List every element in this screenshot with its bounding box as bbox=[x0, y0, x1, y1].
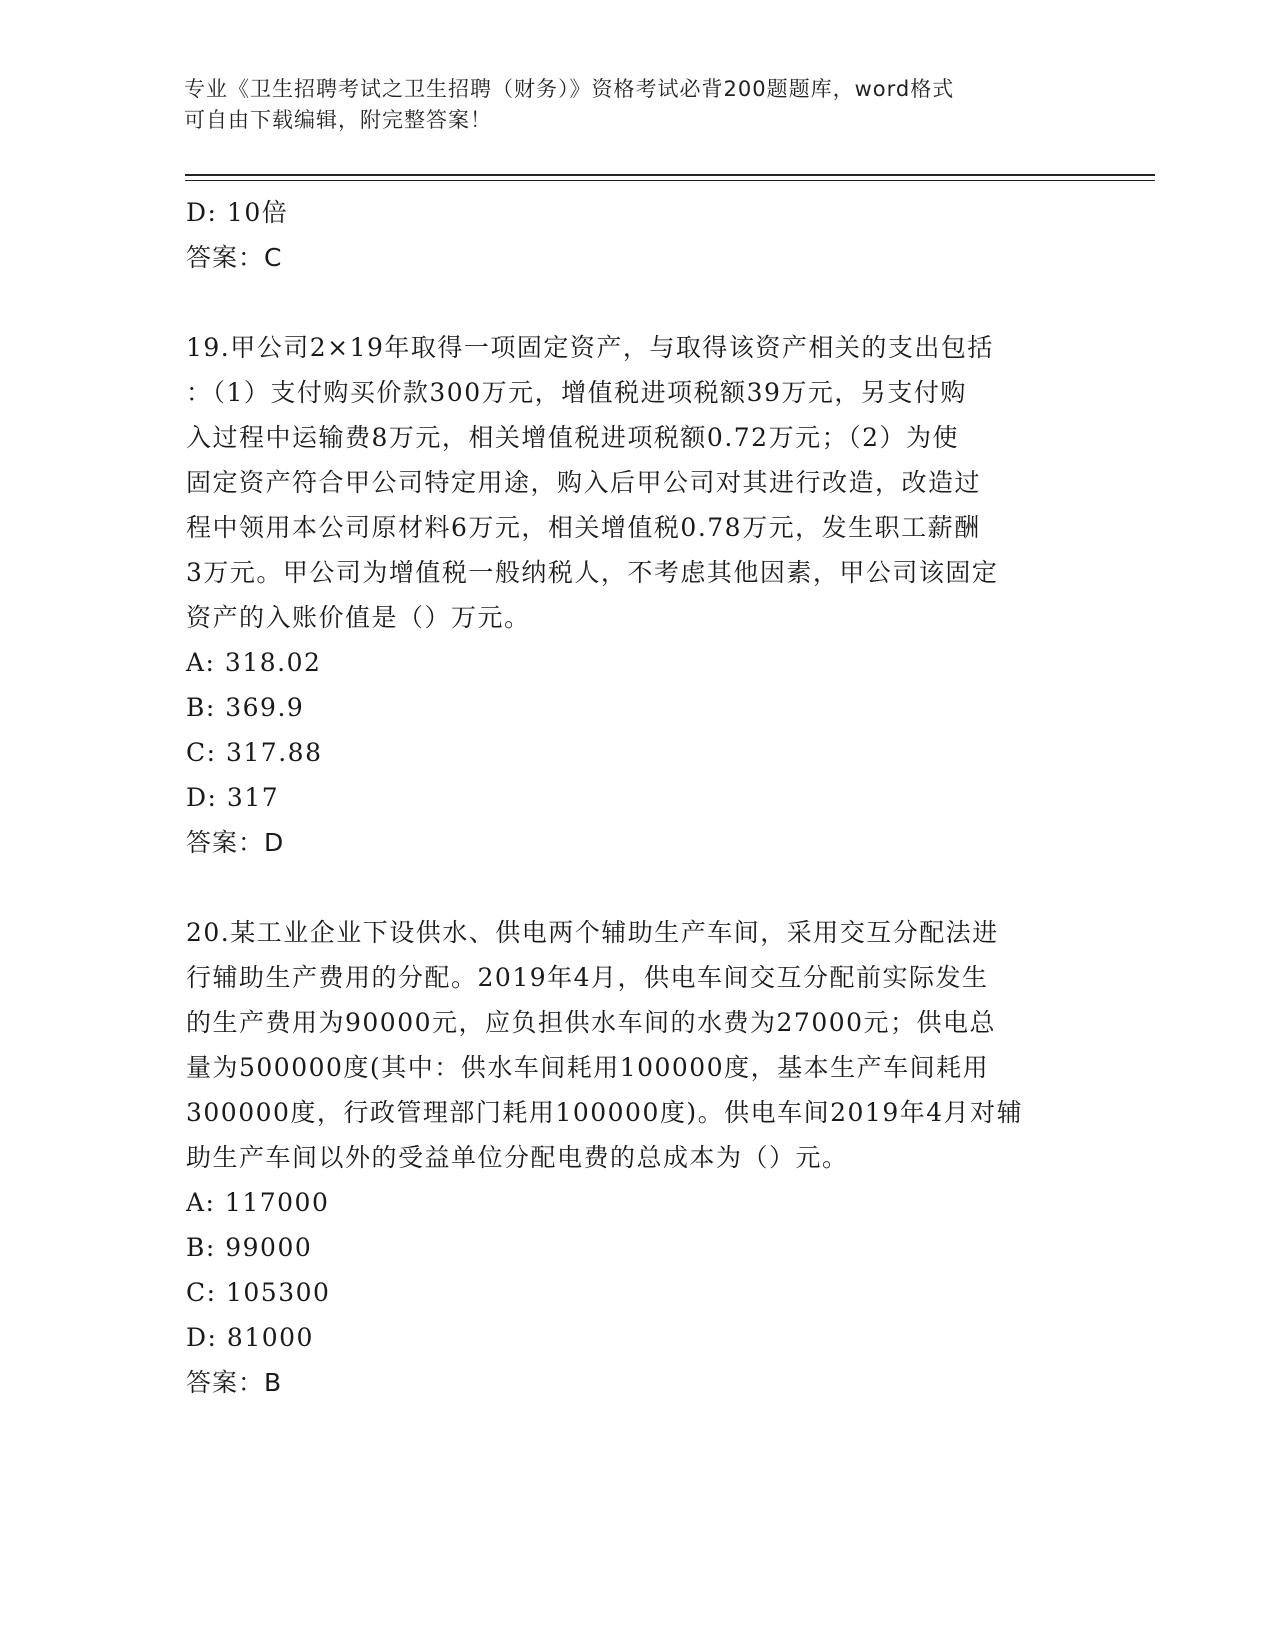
question-text-line: 程中领用本公司原材料6万元，相关增值税0.78万元，发生职工薪酬 bbox=[186, 513, 981, 542]
question-text-line: 3万元。甲公司为增值税一般纳税人，不考虑其他因素，甲公司该固定 bbox=[186, 558, 999, 587]
header-title-line-1: 专业《卫生招聘考试之卫生招聘（财务）》资格考试必背200题题库，word格式 bbox=[184, 77, 955, 101]
option-c: C: 317.88 bbox=[186, 738, 323, 767]
option-b: B: 369.9 bbox=[186, 693, 305, 722]
option-d: D: 81000 bbox=[186, 1323, 314, 1352]
header-title-line-2: 可自由下载编辑，附完整答案！ bbox=[184, 108, 492, 132]
previous-question-tail bbox=[186, 190, 1086, 280]
question-text-line: 资产的入账价值是（）万元。 bbox=[186, 603, 531, 632]
page-header bbox=[184, 74, 1074, 136]
option-a: A: 318.02 bbox=[186, 648, 322, 677]
question-text-line: 行辅助生产费用的分配。2019年4月，供电车间交互分配前实际发生 bbox=[186, 963, 989, 992]
spacer bbox=[186, 280, 1086, 325]
option-c: C: 105300 bbox=[186, 1278, 331, 1307]
question-text-line: 入过程中运输费8万元，相关增值税进项税额0.72万元；（2）为使 bbox=[186, 423, 959, 452]
question-20 bbox=[186, 910, 1086, 1405]
question-text-line: 的生产费用为90000元，应负担供水车间的水费为27000元；供电总 bbox=[186, 1008, 997, 1037]
document-body bbox=[186, 190, 1086, 1405]
question-text-line: 固定资产符合甲公司特定用途，购入后甲公司对其进行改造，改造过 bbox=[186, 468, 982, 497]
question-text-line: 19.甲公司2×19年取得一项固定资产，与取得该资产相关的支出包括 bbox=[186, 333, 994, 362]
question-text-line: 助生产车间以外的受益单位分配电费的总成本为（）元。 bbox=[186, 1143, 849, 1172]
question-text-line: ：（1）支付购买价款300万元，增值税进项税额39万元，另支付购 bbox=[186, 378, 967, 407]
header-rule-thick bbox=[185, 174, 1155, 176]
question-text-line: 300000度，行政管理部门耗用100000度)。供电车间2019年4月对辅 bbox=[186, 1098, 1024, 1127]
spacer bbox=[186, 865, 1086, 910]
option-b: B: 99000 bbox=[186, 1233, 313, 1262]
question-text-line: 量为500000度(其中：供水车间耗用100000度，基本生产车间耗用 bbox=[186, 1053, 990, 1082]
header-rule-thin bbox=[185, 180, 1155, 181]
option-a: A: 117000 bbox=[186, 1188, 330, 1217]
option-d: D: 10倍 bbox=[186, 198, 289, 227]
answer-line: 答案：D bbox=[186, 828, 285, 857]
question-text-line: 20.某工业企业下设供水、供电两个辅助生产车间，采用交互分配法进 bbox=[186, 918, 999, 947]
option-d: D: 317 bbox=[186, 783, 280, 812]
question-19 bbox=[186, 325, 1086, 865]
answer-line: 答案：C bbox=[186, 243, 283, 272]
answer-line: 答案：B bbox=[186, 1368, 283, 1397]
